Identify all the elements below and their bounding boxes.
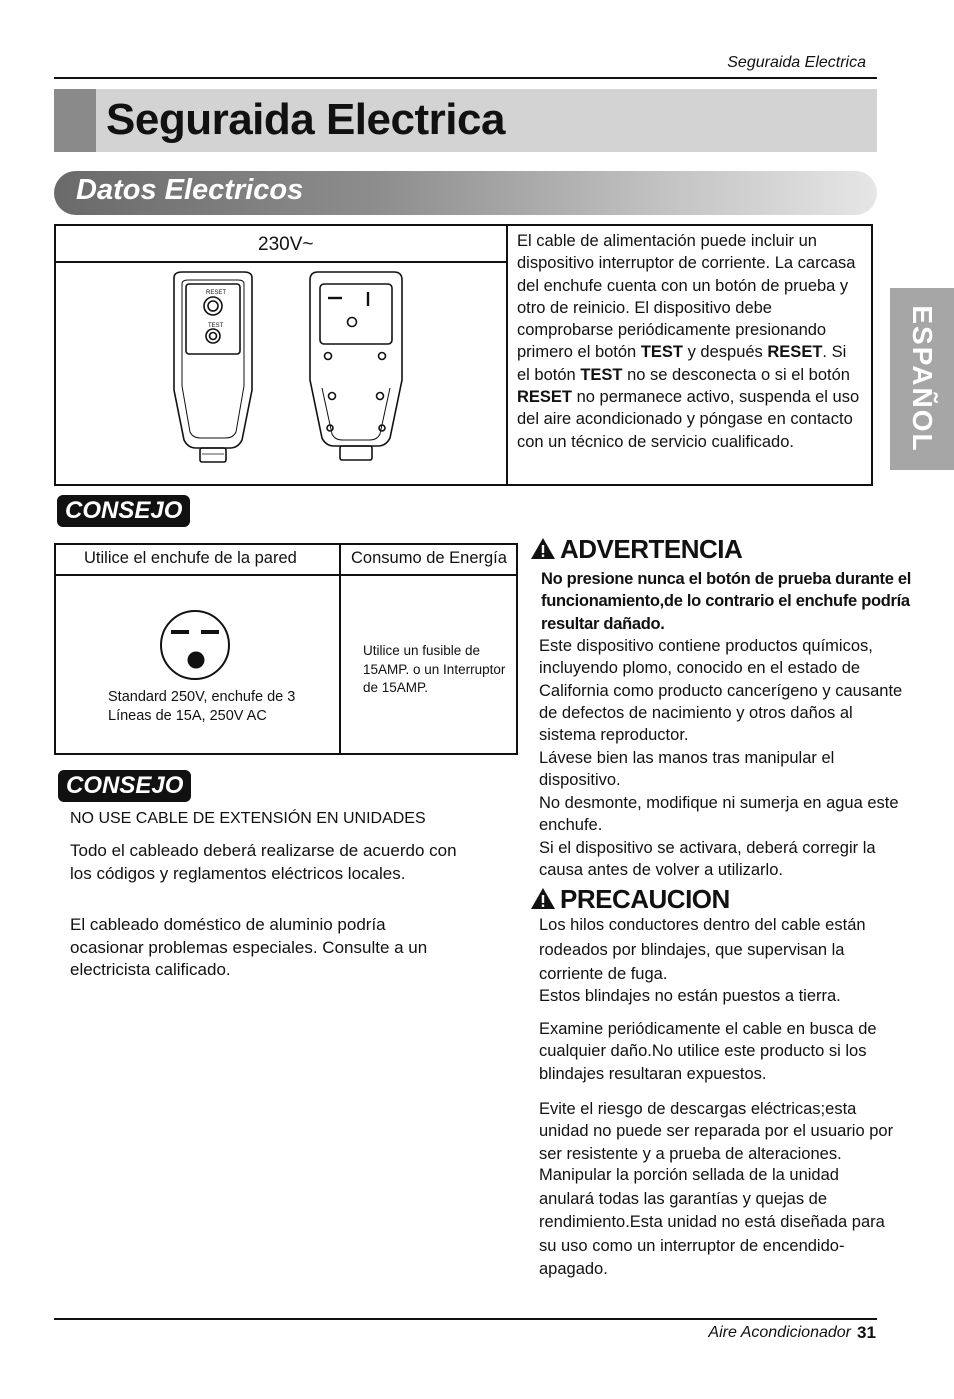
caution-inspect-cable: Examine periódicamente el cable en busca de cualquier daño.No utilice este producto si los blindajes resultaran expuestos. [539,1020,877,1083]
test-keyword: TEST [580,365,623,384]
caution-icon [530,887,556,910]
reset-button-label: RESET [206,290,227,296]
plug-rear-view [310,272,402,460]
wiring-codes-note: Todo el cableado deberá realizarse de acuerdo con los códigos y reglamentos eléctricos locales. [70,841,457,883]
language-tab-label: ESPAÑOL [907,305,938,453]
page-number: 31 [857,1323,876,1342]
warning-chemicals: Este dispositivo contiene productos químicos, incluyendo plomo, conocido en el estado de California como producto cancerígeno y causante de defectos de nacimiento y otros daños al sistema reproductor. [539,637,903,745]
header-rule [54,77,877,79]
page-title: Seguraida Electrica [106,95,505,144]
footer-label: Aire Acondicionador [708,1324,851,1341]
consejo-badge: CONSEJO [58,770,191,802]
title-accent-block [54,89,96,152]
box-divider [506,224,508,484]
language-tab [890,288,954,470]
caution-title: PRECAUCION [560,884,730,914]
warning-no-disassemble: No desmonte, modifique ni sumerja en agua este enchufe. [539,794,899,835]
test-button-label: TEST [208,323,224,329]
warning-fix-cause: Si el dispositivo se activara, deberá corregir la causa antes de volver a utilizarlo. [539,839,876,880]
box-header-rule [54,261,508,263]
caution-not-grounded: Estos blindajes no están puestos a tierra. [539,987,841,1005]
footer-rule [54,1318,877,1320]
fuse-spec: Utilice un fusible de 15AMP. o un Interruptor de 15AMP. [363,643,506,695]
caution-warranty: Manipular la porción sellada de la unidad anulará todas las garantías y quejas de rendimiento.Esta unidad no está diseñada para su uso como un interruptor de encendido-apagado. [539,1166,885,1278]
reset-keyword: RESET [767,343,823,362]
caution-heading [530,884,730,915]
table-header-rule [54,574,516,576]
test-keyword: TEST [640,343,683,362]
warning-bold-text: No presione nunca el botón de prueba durante el funcionamiento,de lo contrario el enchufe podría resultar dañado. [541,570,912,633]
extension-cable-note: NO USE CABLE DE EXTENSIÓN EN UNIDADES [70,810,426,827]
caution-shields: Los hilos conductores dentro del cable están rodeados por blindajes, que supervisan la corriente de fuga. [539,916,866,983]
standard-plug-spec: Standard 250V, enchufe de 3 Líneas de 15A, 250V AC [108,689,296,724]
outlet-icon [158,608,232,682]
wall-outlet-header: Utilice el enchufe de la pared [84,549,297,567]
warning-icon [530,537,556,560]
caution-shock-risk: Evite el riesgo de descargas eléctricas;esta unidad no puede ser reparada por el usuario por ser resistente y a prueba de alteraciones. [539,1100,894,1163]
device-description: El cable de alimentación puede incluir un dispositivo interruptor de corriente. La carcasa del enchufe cuenta con un botón de prueba y otro de reinicio. El dispositivo debe comprobarse periódicamente presionando primero el botón TEST y después RESET. Si el botón TEST no se desconecta o si el botón RESET no permanece activo, suspenda el uso del aire acondicionado y póngase en contacto con un técnico de servicio cualificado. [517,232,860,451]
consejo-badge: CONSEJO [57,495,190,527]
plug-front-view [174,272,252,462]
warning-title: ADVERTENCIA [560,534,743,564]
plug-illustration [160,270,410,470]
warning-wash-hands: Lávese bien las manos tras manipular el dispositivo. [539,749,835,790]
aluminum-wiring-note: El cableado doméstico de aluminio podría ocasionar problemas especiales. Consulte a un electricista calificado. [70,915,428,979]
warning-heading [530,534,742,565]
running-header: Seguraida Electrica [727,54,866,71]
section-subtitle: Datos Electricos [76,174,304,206]
reset-keyword: RESET [517,388,573,407]
power-consumption-header: Consumo de Energía [351,549,507,567]
voltage-label: 230V~ [258,234,314,255]
